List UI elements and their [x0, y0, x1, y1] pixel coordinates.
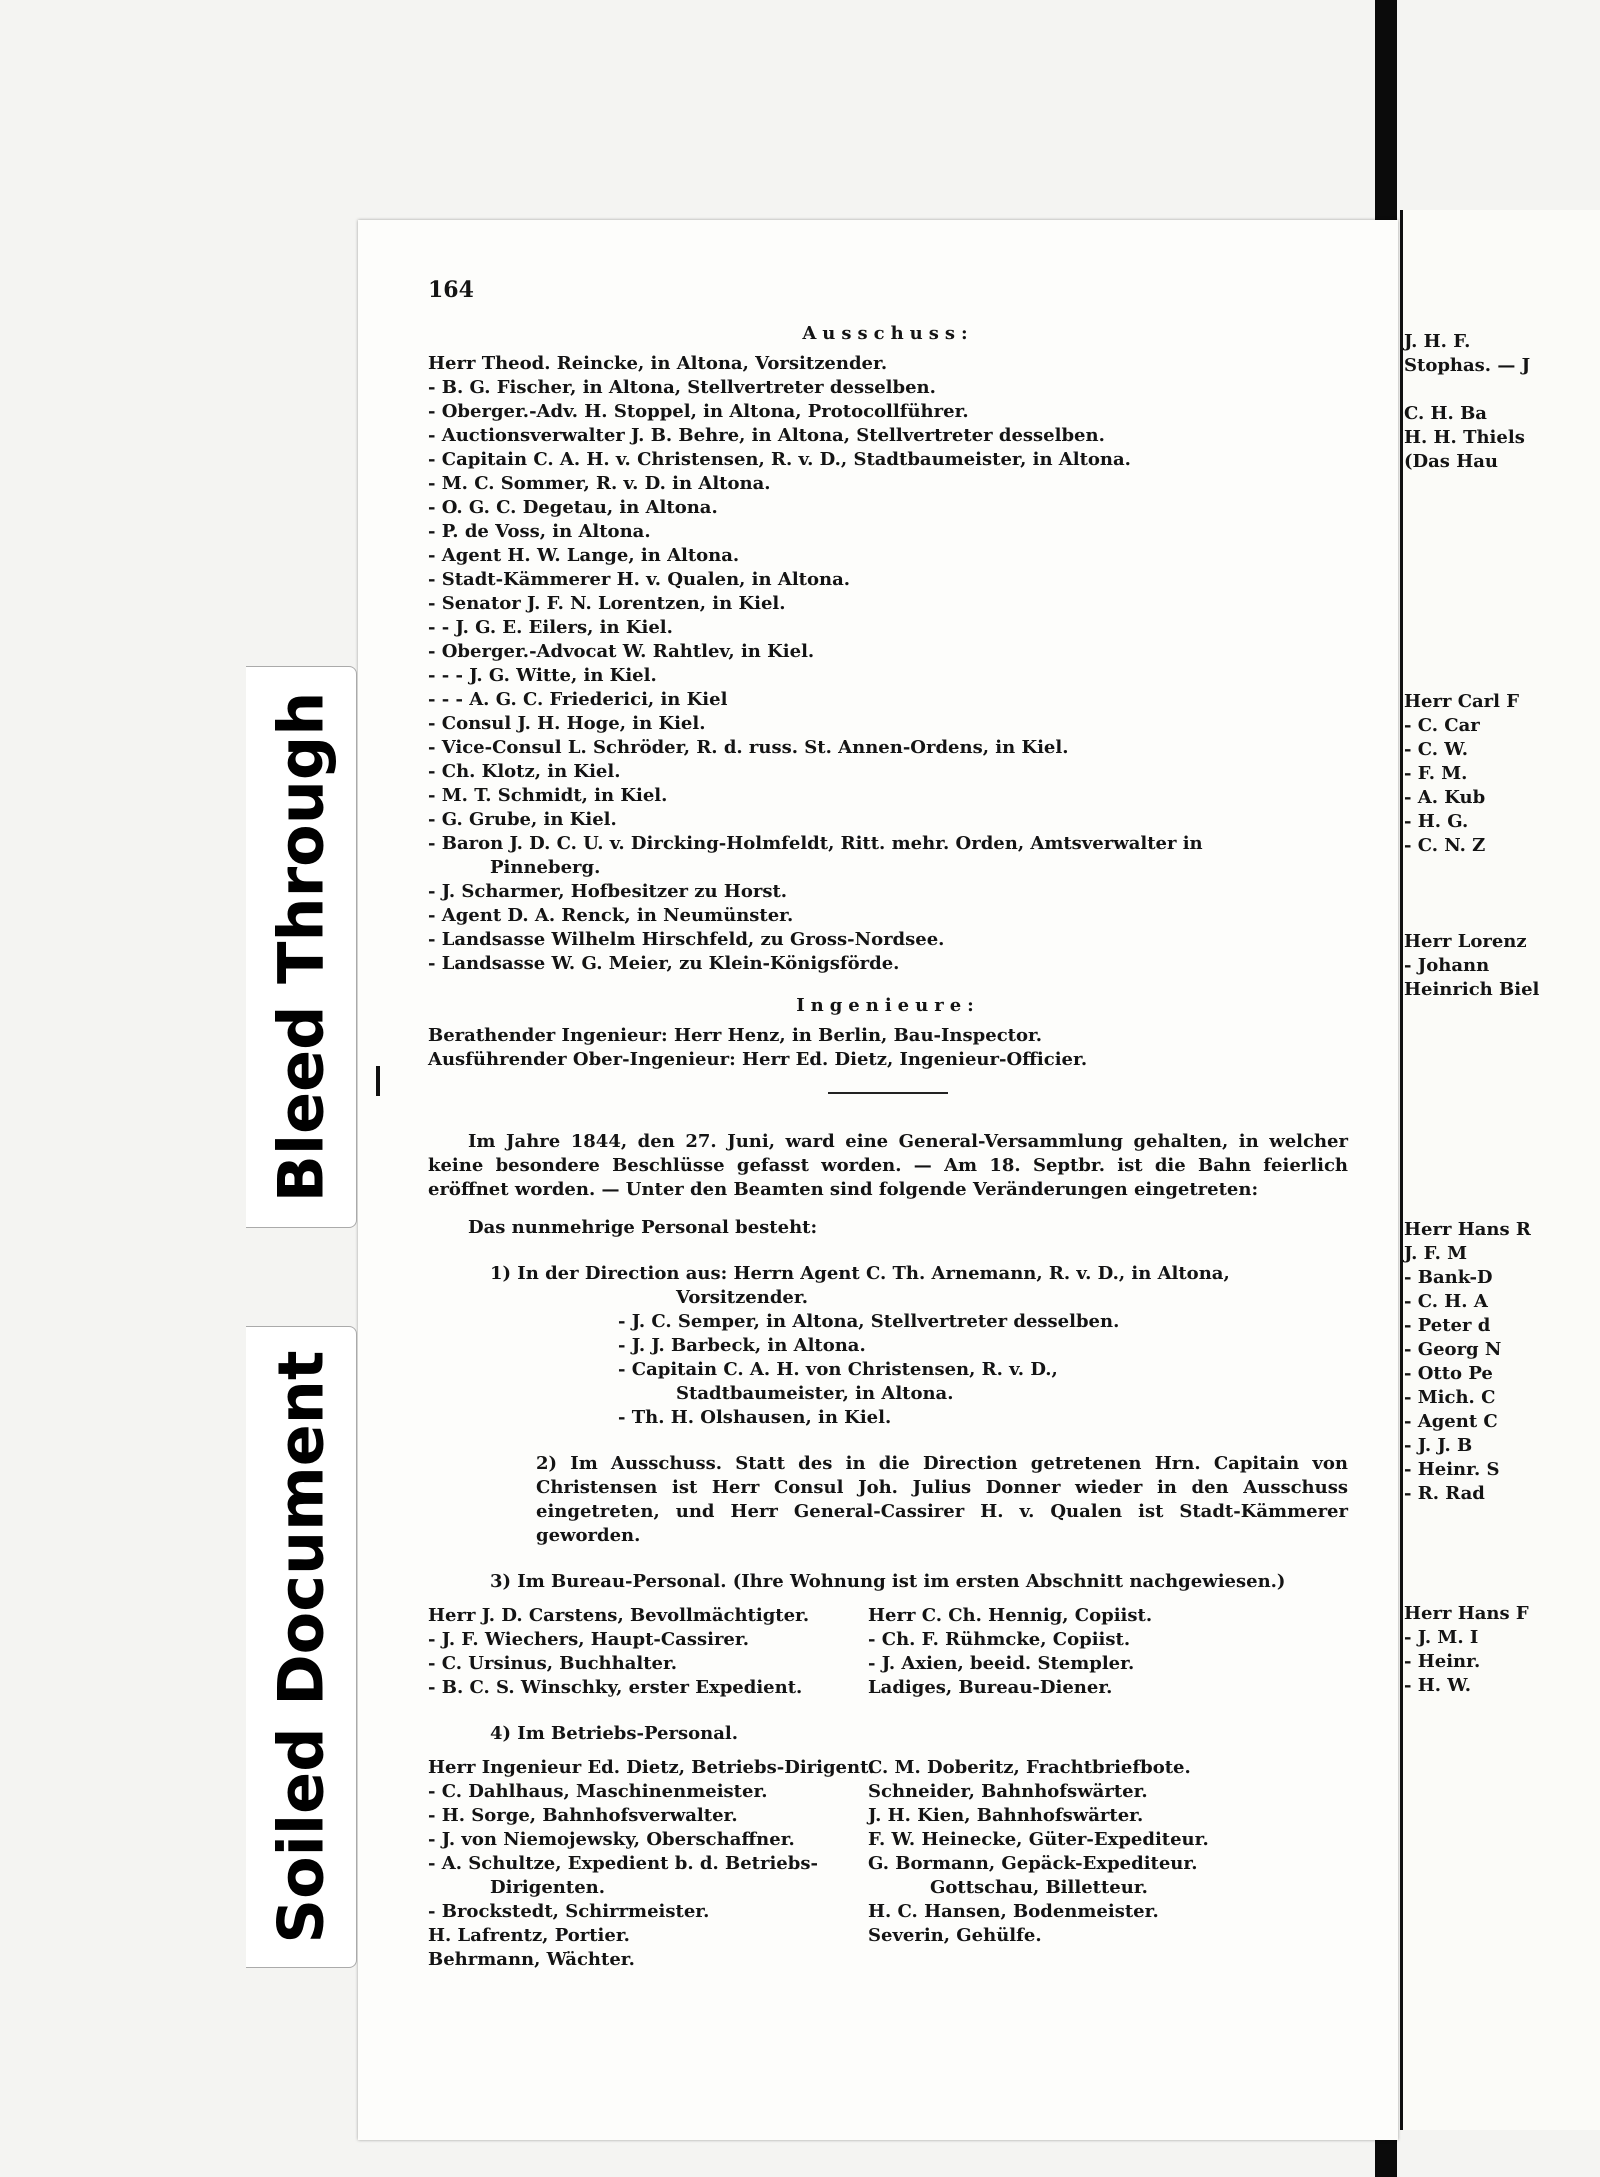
betrieb-entry-left: - Brockstedt, Schirrmeister. [428, 1901, 710, 1922]
ausschuss-heading: Ausschuss: [802, 323, 974, 344]
section-divider [828, 1092, 948, 1094]
adjacent-page-line: - Otto Pe [1404, 1363, 1493, 1384]
adjacent-page-line: Herr Lorenz [1404, 931, 1527, 952]
bleed-through-label: Bleed Through [264, 691, 338, 1203]
adjacent-page-line [1404, 1098, 1539, 1122]
committee-member: - J. Scharmer, Hofbesitzer zu Horst. [428, 881, 788, 902]
betrieb-entry-row [428, 1828, 1348, 1852]
betrieb-entry-row [428, 1948, 1348, 1972]
page-content [428, 278, 1348, 1972]
ausschuss-change-paragraph: 2) Im Ausschuss. Statt des in die Direction getretenen Hrn. Capitain von Christensen ist Herr Consul Joh. Julius Donner wieder in den Ausschuss eingetreten, und Herr General-Cassirer H. v. Qualen ist Stadt-Kämmerer geworden. [536, 1453, 1348, 1546]
adjacent-page-line: - C. H. A [1404, 1291, 1488, 1312]
betrieb-entry-left: Behrmann, Wächter. [428, 1949, 635, 1970]
direction-list [428, 1286, 1348, 1430]
betrieb-entry-row [428, 1852, 1348, 1876]
direction-member: Stadtbaumeister, in Altona. [676, 1383, 954, 1404]
adjacent-page-line [1404, 666, 1539, 690]
betrieb-entry-row [428, 1780, 1348, 1804]
adjacent-page-line: J. F. M [1404, 1243, 1468, 1264]
adjacent-page-line [1404, 1074, 1539, 1098]
betrieb-heading: 4) Im Betriebs-Personal. [490, 1723, 738, 1744]
committee-member: - M. C. Sommer, R. v. D. in Altona. [428, 473, 771, 494]
adjacent-page-line: - A. Kub [1404, 787, 1486, 808]
betrieb-entry-left: Dirigenten. [490, 1877, 606, 1898]
adjacent-page-line: - H. W. [1404, 1675, 1471, 1696]
direction-member: - J. J. Barbeck, in Altona. [618, 1335, 866, 1356]
adjacent-page-line [1404, 1170, 1539, 1194]
adjacent-page-line: - Heinr. S [1404, 1459, 1500, 1480]
adjacent-page-line [1404, 1050, 1539, 1074]
adjacent-page-line [1404, 474, 1539, 498]
committee-member: - Auctionsverwalter J. B. Behre, in Altona, Stellvertreter desselben. [428, 425, 1105, 446]
committee-member: - Oberger.-Adv. H. Stoppel, in Altona, Protocollführer. [428, 401, 969, 422]
bureau-entry-left: - C. Ursinus, Buchhalter. [428, 1653, 678, 1674]
direction-member: - Capitain C. A. H. von Christensen, R. v. D., [618, 1359, 1058, 1380]
margin-mark [376, 1066, 380, 1096]
general-meeting-paragraph: Im Jahre 1844, den 27. Juni, ward eine General-Versammlung gehalten, in welcher keine besondere Beschlüsse gefasst worden. — Am 18. Septbr. ist die Bahn feierlich eröffnet worden. — Unter den Beamten sind folgende Veränderungen eingetreten: [428, 1131, 1348, 1200]
betrieb-entry-right: F. W. Heinecke, Güter-Expediteur. [868, 1829, 1209, 1850]
adjacent-page-line [1404, 378, 1539, 402]
adjacent-page-line [1404, 906, 1539, 930]
adjacent-page-line [1404, 1002, 1539, 1026]
committee-member: - M. T. Schmidt, in Kiel. [428, 785, 668, 806]
bureau-entry-row [428, 1628, 1348, 1652]
committee-member: - P. de Voss, in Altona. [428, 521, 651, 542]
committee-member: - Stadt-Kämmerer H. v. Qualen, in Altona. [428, 569, 851, 590]
adjacent-page-line: - J. M. I [1404, 1627, 1479, 1648]
adjacent-page-line [1404, 618, 1539, 642]
bureau-entry-left: - J. F. Wiechers, Haupt-Cassirer. [428, 1629, 749, 1650]
adjacent-page-line [1404, 642, 1539, 666]
personal-intro: Das nunmehrige Personal besteht: [468, 1217, 818, 1238]
betrieb-entry-left: H. Lafrentz, Portier. [428, 1925, 630, 1946]
adjacent-page-line: Herr Hans R [1404, 1219, 1531, 1240]
ingenieure-heading: Ingenieure: [796, 995, 980, 1016]
betrieb-entry-row [428, 1924, 1348, 1948]
adjacent-page-line: - C. Car [1404, 715, 1480, 736]
adjacent-page-line: - J. J. B [1404, 1435, 1473, 1456]
committee-member: - Ch. Klotz, in Kiel. [428, 761, 621, 782]
committee-member: - Landsasse W. G. Meier, zu Klein-Königsförde. [428, 953, 900, 974]
committee-member: - Landsasse Wilhelm Hirschfeld, zu Gross-Nordsee. [428, 929, 945, 950]
committee-member: - Vice-Consul L. Schröder, R. d. russ. St. Annen-Ordens, in Kiel. [428, 737, 1069, 758]
adjacent-page-line [1404, 1122, 1539, 1146]
adjacent-page-line [1404, 1530, 1539, 1554]
ausschuss-list [428, 352, 1348, 976]
adjacent-page-line [1404, 498, 1539, 522]
committee-member: - Senator J. F. N. Lorentzen, in Kiel. [428, 593, 786, 614]
betrieb-entry-right: G. Bormann, Gepäck-Expediteur. [868, 1853, 1198, 1874]
betrieb-entry-right: J. H. Kien, Bahnhofswärter. [868, 1805, 1144, 1826]
adjacent-page-line: - C. N. Z [1404, 835, 1486, 856]
betrieb-entry-right: C. M. Doberitz, Frachtbriefbote. [868, 1757, 1191, 1778]
direction-member: - Th. H. Olshausen, in Kiel. [618, 1407, 892, 1428]
adjacent-page-text [1404, 330, 1539, 1698]
adjacent-page-line: - Bank-D [1404, 1267, 1493, 1288]
adjacent-page-line: - C. W. [1404, 739, 1468, 760]
adjacent-page-line [1404, 594, 1539, 618]
adjacent-page-line [1404, 1194, 1539, 1218]
adjacent-page-line [1404, 1578, 1539, 1602]
committee-member: - - J. G. E. Eilers, in Kiel. [428, 617, 673, 638]
adjacent-page-line: C. H. Ba [1404, 403, 1487, 424]
adjacent-page-line: - Peter d [1404, 1315, 1491, 1336]
betrieb-entry-left: - C. Dahlhaus, Maschinenmeister. [428, 1781, 768, 1802]
bureau-entry-row [428, 1652, 1348, 1676]
committee-member: Herr Theod. Reincke, in Altona, Vorsitzender. [428, 353, 888, 374]
adjacent-page-line: J. H. F. [1404, 331, 1471, 352]
adjacent-page-line: - Mich. C [1404, 1387, 1496, 1408]
committee-member: - G. Grube, in Kiel. [428, 809, 617, 830]
bureau-entry-right: - Ch. F. Rühmcke, Copiist. [868, 1629, 1131, 1650]
direction-member: - J. C. Semper, in Altona, Stellvertreter desselben. [618, 1311, 1120, 1332]
bleed-through-tab [246, 666, 357, 1228]
committee-member: - Baron J. D. C. U. v. Dircking-Holmfeldt, Ritt. mehr. Orden, Amtsverwalter in [428, 833, 1203, 854]
bureau-entry-row [428, 1676, 1348, 1700]
betrieb-personnel [428, 1756, 1348, 1972]
bureau-entry-left: - B. C. S. Winschky, erster Expedient. [428, 1677, 803, 1698]
betrieb-entry-right: Gottschau, Billetteur. [930, 1877, 1148, 1898]
adjacent-page-line [1404, 522, 1539, 546]
adjacent-page-line: - R. Rad [1404, 1483, 1485, 1504]
betrieb-entry-right: Severin, Gehülfe. [868, 1925, 1042, 1946]
adjacent-page-line: H. H. Thiels [1404, 427, 1525, 448]
betrieb-entry-left: Herr Ingenieur Ed. Dietz, Betriebs-Dirigent. [428, 1757, 875, 1778]
betrieb-entry-row [428, 1876, 1348, 1900]
bureau-entry-right: Ladiges, Bureau-Diener. [868, 1677, 1113, 1698]
soiled-document-label: Soiled Document [264, 1350, 338, 1944]
committee-member: - Consul J. H. Hoge, in Kiel. [428, 713, 706, 734]
adjacent-page-line: Herr Carl F [1404, 691, 1520, 712]
soiled-document-tab [246, 1326, 357, 1968]
betrieb-entry-left: - A. Schultze, Expedient b. d. Betriebs- [428, 1853, 818, 1874]
bureau-personnel [428, 1604, 1348, 1700]
page-number: 164 [428, 277, 474, 303]
adjacent-page-line: - F. M. [1404, 763, 1468, 784]
committee-member: - - - J. G. Witte, in Kiel. [428, 665, 657, 686]
adjacent-page-line: - Agent C [1404, 1411, 1498, 1432]
adjacent-page-line [1404, 1554, 1539, 1578]
adjacent-page-line [1404, 882, 1539, 906]
adjacent-page-line: Herr Hans F [1404, 1603, 1529, 1624]
bureau-entry-right: Herr C. Ch. Hennig, Copiist. [868, 1605, 1153, 1626]
adjacent-page-line: - Johann [1404, 955, 1490, 976]
adjacent-page-line [1404, 570, 1539, 594]
bureau-entry-left: Herr J. D. Carstens, Bevollmächtigter. [428, 1605, 810, 1626]
adjacent-page-line [1404, 546, 1539, 570]
betrieb-entry-right: Schneider, Bahnhofswärter. [868, 1781, 1148, 1802]
committee-member: - O. G. C. Degetau, in Altona. [428, 497, 718, 518]
betrieb-entry-row [428, 1804, 1348, 1828]
adjacent-page-line [1404, 1506, 1539, 1530]
adjacent-page-line: - H. G. [1404, 811, 1469, 832]
direction-label: 1) In der Direction aus: Herrn Agent C. Th. Arnemann, R. v. D., in Altona, [490, 1263, 1230, 1284]
committee-member: - Capitain C. A. H. v. Christensen, R. v. D., Stadtbaumeister, in Altona. [428, 449, 1131, 470]
bureau-heading: 3) Im Bureau-Personal. (Ihre Wohnung ist im ersten Abschnitt nachgewiesen.) [490, 1571, 1286, 1592]
committee-member: Pinneberg. [490, 857, 601, 878]
bureau-entry-right: - J. Axien, beeid. Stempler. [868, 1653, 1135, 1674]
betrieb-entry-left: - J. von Niemojewsky, Oberschaffner. [428, 1829, 795, 1850]
adjacent-page-line: (Das Hau [1404, 451, 1498, 472]
committee-member: - B. G. Fischer, in Altona, Stellvertreter desselben. [428, 377, 936, 398]
ingenieur-line: Ausführender Ober-Ingenieur: Herr Ed. Dietz, Ingenieur-Officier. [428, 1049, 1088, 1070]
adjacent-page-line: Stophas. — J [1404, 355, 1531, 376]
betrieb-entry-right: H. C. Hansen, Bodenmeister. [868, 1901, 1159, 1922]
betrieb-entry-right [868, 1948, 1348, 1972]
committee-member: - Oberger.-Advocat W. Rahtlev, in Kiel. [428, 641, 815, 662]
adjacent-page-line: - Heinr. [1404, 1651, 1481, 1672]
committee-member: - - - A. G. C. Friederici, in Kiel [428, 689, 728, 710]
adjacent-page-line: Heinrich Biel [1404, 979, 1540, 1000]
adjacent-page-line [1404, 1146, 1539, 1170]
bureau-entry-row [428, 1604, 1348, 1628]
adjacent-page-line [1404, 858, 1539, 882]
betrieb-entry-left: - H. Sorge, Bahnhofsverwalter. [428, 1805, 738, 1826]
direction-member: Vorsitzender. [676, 1287, 808, 1308]
betrieb-entry-row [428, 1756, 1348, 1780]
adjacent-page-line [1404, 1026, 1539, 1050]
committee-member: - Agent D. A. Renck, in Neumünster. [428, 905, 794, 926]
ingenieur-line: Berathender Ingenieur: Herr Henz, in Berlin, Bau-Inspector. [428, 1025, 1043, 1046]
adjacent-page-line: - Georg N [1404, 1339, 1502, 1360]
committee-member: - Agent H. W. Lange, in Altona. [428, 545, 740, 566]
betrieb-entry-row [428, 1900, 1348, 1924]
